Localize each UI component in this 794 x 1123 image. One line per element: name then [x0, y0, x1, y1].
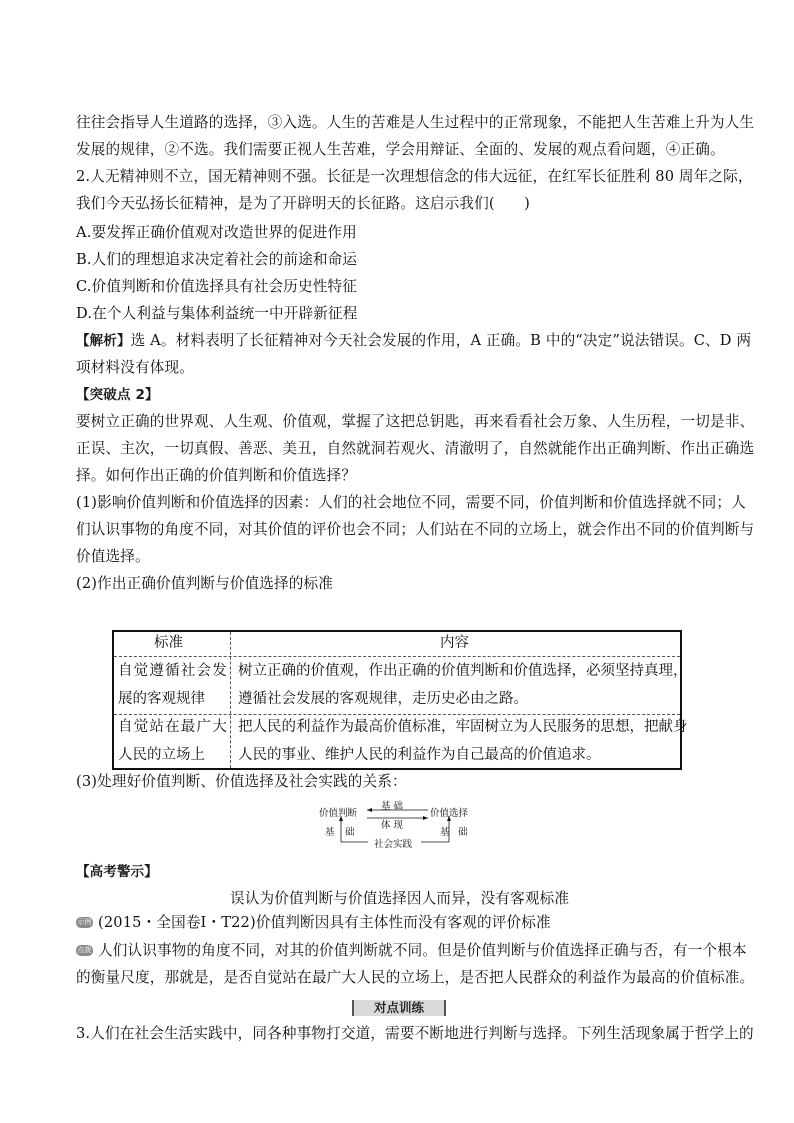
breakthrough-heading: 【突破点 2】	[76, 387, 159, 403]
relation-diagram	[315, 797, 475, 849]
factor-line: (1)影响价值判断和价值选择的因素：人们的社会地位不同，需要不同，价值判断和价值选择就不同；人	[76, 494, 746, 511]
option-b: B.人们的理想追求决定着社会的前途和命运	[76, 251, 358, 268]
comment-badge: 点拨	[77, 946, 92, 954]
example-text: (2015・全国卷Ⅰ・T22)价值判断因具有主体性而没有客观的评价标准	[98, 914, 551, 931]
right-vertical-label: 础	[458, 827, 468, 838]
example-badge: 示例	[77, 918, 92, 926]
option-a: A.要发挥正确价值观对改造世界的促进作用	[76, 224, 357, 241]
right-vertical-label: 基	[440, 827, 450, 838]
intro-line: 正误、主次，一切真假、善恶、美丑，自然就洞若观火、清澈明了，自然就能作出正确判断、作出正确选	[76, 440, 755, 457]
left-vertical-label: 础	[345, 827, 355, 838]
table-cell-standard: 自觉站在最广大	[118, 719, 228, 735]
analysis-label: 【解析】	[76, 333, 131, 349]
option-d: D.在个人利益与集体利益统一中开辟新征程	[76, 305, 358, 322]
intro-line: 要树立正确的世界观、人生观、价值观，掌握了这把总钥匙，再来看看社会万象、人生历程，一切是非、	[76, 413, 755, 430]
node-value-choice: 价值选择	[430, 808, 469, 819]
practice-banner	[352, 1000, 446, 1016]
intro-line: 择。如何作出正确的价值判断和价值选择？	[76, 467, 357, 484]
question-2-stem: 2.人无精神则不立，国无精神则不强。长征是一次理想信念的伟大远征，在红军长征胜利 80 周年之际，	[76, 168, 753, 185]
question-3-stem: 3.人们在社会生活实践中，同各种事物打交道，需要不断地进行判断与选择。下列生活现象属于哲学上的	[76, 1025, 754, 1042]
practice-banner-label: 对点训练	[373, 1000, 424, 1015]
table-cell-standard: 人民的立场上	[118, 747, 205, 763]
standards-table	[112, 630, 688, 770]
relation-heading: (3)处理好价值判断、价值选择及社会实践的关系：	[76, 773, 407, 790]
factor-line: 们认识事物的角度不同，对其价值的评价也会不同；人们站在不同的立场上，就会作出不同的价值判断与	[76, 521, 755, 538]
table-cell-content: 遵循社会发展的客观规律，走历史必由之路。	[238, 691, 528, 707]
paragraph-line: 往往会指导人生道路的选择，③入选。人生的苦难是人生过程中的正常现象，不能把人生苦难上升为人生	[76, 114, 755, 131]
arrow-label-reflect: 体 现	[381, 820, 404, 831]
arrow-label-basis: 基 础	[381, 801, 404, 812]
node-value-judgment: 价值判断	[319, 808, 358, 819]
analysis-line	[76, 331, 751, 351]
option-c: C.价值判断和价值选择具有社会历史性特征	[76, 278, 357, 295]
comment-line: 的衡量尺度，那就是，是否自觉站在最广大人民的立场上，是否把人民群众的利益作为最高的价值标准。	[76, 969, 755, 986]
factor-line: 价值选择。	[76, 548, 150, 565]
exam-warning-heading: 【高考警示】	[76, 864, 158, 880]
table-header-standard: 标准	[154, 635, 183, 651]
left-vertical-label: 基	[325, 827, 335, 838]
table-cell-content: 树立正确的价值观，作出正确的价值判断和价值选择，必须坚持真理，	[238, 663, 688, 679]
paragraph-line: 发展的规律，②不选。我们需要正视人生苦难，学会用辩证、全面的、发展的观点看问题，④正确。	[76, 141, 725, 158]
standard-heading: (2)作出正确价值判断与价值选择的标准	[76, 575, 334, 592]
analysis-text: 选 A。材料表明了长征精神对今天社会发展的作用，A 正确。B 中的“决定”说法错误。C、D 两	[130, 332, 752, 349]
table-header-content: 内容	[440, 635, 469, 651]
table-cell-standard: 展的客观规律	[118, 691, 205, 707]
table-divider	[230, 632, 231, 768]
question-2-stem: 我们今天弘扬长征精神，是为了开辟明天的长征路。这启示我们( )	[76, 195, 531, 212]
table-cell-content: 把人民的利益作为最高价值标准，牢固树立为人民服务的思想，把献身	[238, 719, 688, 735]
table-cell-content: 人民的事业、维护人民的利益作为自己最高的价值追求。	[238, 747, 601, 763]
analysis-line: 项材料没有体现。	[76, 359, 194, 376]
warning-title: 误认为价值判断与价值选择因人而异，没有客观标准	[230, 890, 570, 907]
node-social-practice: 社会实践	[374, 839, 413, 850]
comment-line: 人们认识事物的角度不同，对其的价值判断就不同。但是价值判断与价值选择正确与否，有一个根本	[98, 942, 747, 959]
table-cell-standard: 自觉遵循社会发	[118, 663, 228, 679]
